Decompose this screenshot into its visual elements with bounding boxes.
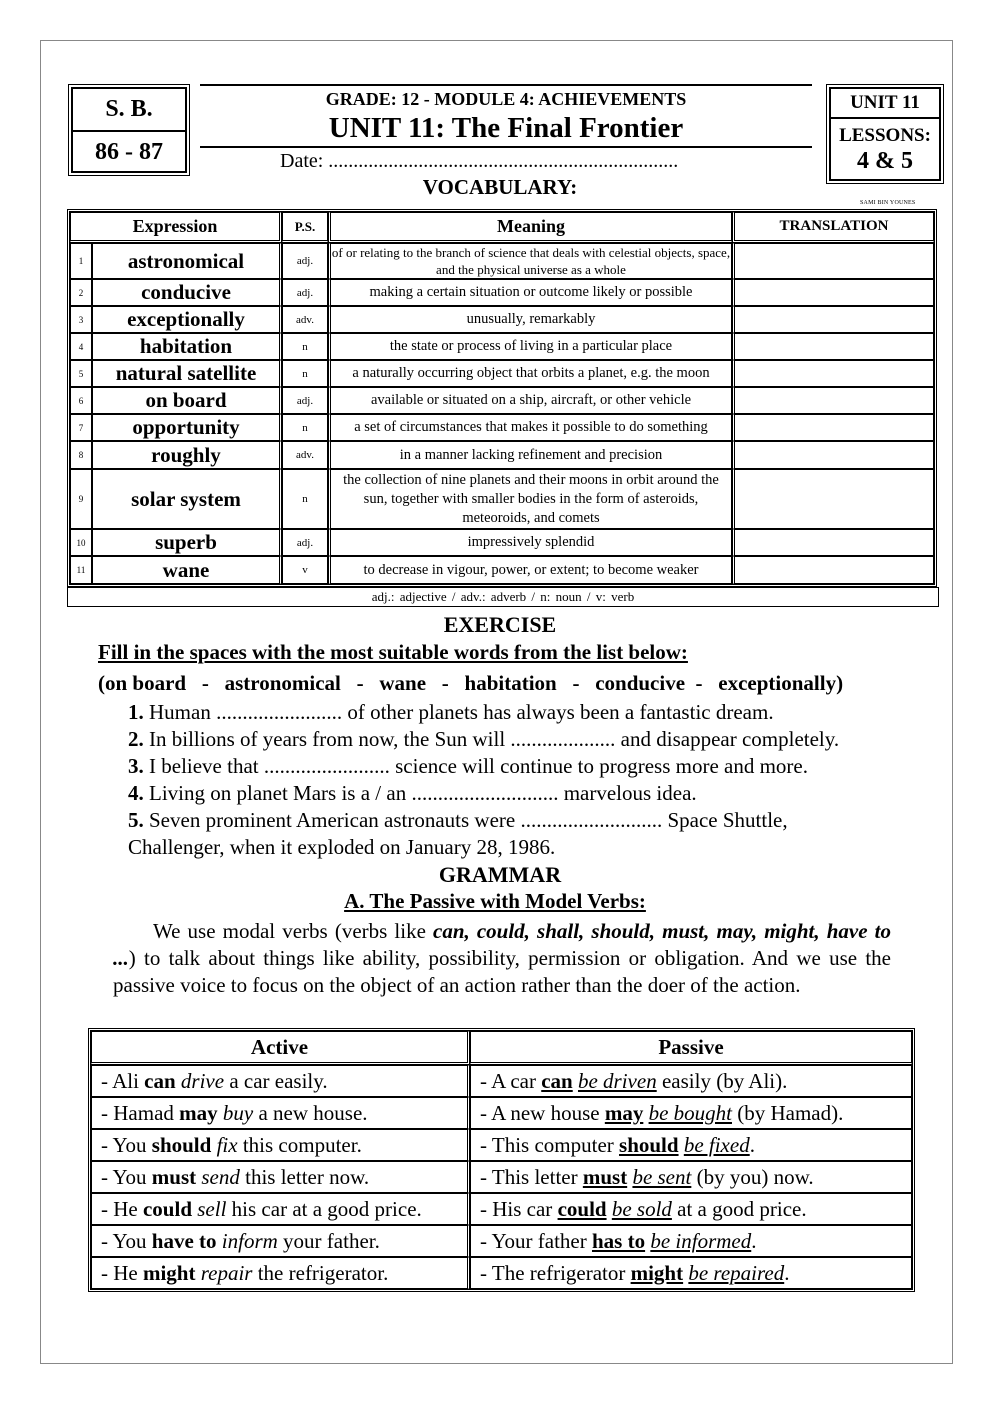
expression-cell: opportunity — [92, 414, 282, 441]
meaning-cell: available or situated on a ship, aircraft, or other vehicle — [328, 387, 732, 414]
col-active: Active — [91, 1031, 470, 1065]
passive-sentence: - A car can be driven easily (by Ali). — [470, 1065, 912, 1097]
exercise-item-text: Human ........................ of other planets has always been a fantastic dream. — [143, 700, 774, 724]
vocabulary-row — [70, 556, 934, 584]
expression-cell: on board — [92, 387, 282, 414]
expression-cell: conducive — [92, 279, 282, 306]
part-of-speech-cell: v — [282, 556, 328, 584]
sb-label: S. B. — [73, 89, 185, 132]
translation-cell[interactable] — [732, 306, 934, 333]
translation-cell[interactable] — [732, 243, 934, 279]
passive-sentence: - A new house may be bought (by Hamad). — [470, 1097, 912, 1129]
row-number: 2 — [70, 279, 92, 306]
vocabulary-row — [70, 469, 934, 529]
translation-cell[interactable] — [732, 441, 934, 469]
meaning-cell: a set of circumstances that makes it possible to do something — [328, 414, 732, 441]
meaning-cell: to decrease in vigour, power, or extent; to become weaker — [328, 556, 732, 584]
vocabulary-row — [70, 441, 934, 469]
part-of-speech-cell: adj. — [282, 387, 328, 414]
exercise-item — [128, 808, 788, 833]
row-number: 5 — [70, 360, 92, 387]
vocabulary-row — [70, 529, 934, 556]
active-sentence: - You must send this letter now. — [91, 1161, 470, 1193]
unit-title: UNIT 11: The Final Frontier — [328, 112, 684, 144]
translation-cell[interactable] — [732, 529, 934, 556]
exercise-item — [128, 700, 774, 725]
passive-sentence: - This letter must be sent (by you) now. — [470, 1161, 912, 1193]
expression-cell: exceptionally — [92, 306, 282, 333]
exercise-item-number: 3. — [128, 754, 144, 778]
grammar-explanation — [113, 918, 891, 999]
part-of-speech-cell: n — [282, 333, 328, 360]
active-sentence: - He could sell his car at a good price. — [91, 1193, 470, 1225]
part-of-speech-cell: adj. — [282, 279, 328, 306]
header-top-rule — [200, 84, 812, 86]
passive-sentence: - This computer should be fixed. — [470, 1129, 912, 1161]
part-of-speech-cell: adj. — [282, 529, 328, 556]
expression-cell: astronomical — [92, 243, 282, 279]
active-sentence: - You should fix this computer. — [91, 1129, 470, 1161]
passive-table-row — [91, 1065, 912, 1097]
meaning-cell: a naturally occurring object that orbits a planet, e.g. the moon — [328, 360, 732, 387]
part-of-speech-cell: n — [282, 360, 328, 387]
passive-table-row — [91, 1097, 912, 1129]
row-number: 11 — [70, 556, 92, 584]
row-number: 7 — [70, 414, 92, 441]
vocabulary-row — [70, 243, 934, 279]
translation-cell[interactable] — [732, 279, 934, 306]
unit-box-label: UNIT 11 — [831, 89, 939, 119]
lessons-value: 4 & 5 — [857, 148, 913, 174]
active-sentence: - Hamad may buy a new house. — [91, 1097, 470, 1129]
col-expression: Expression — [70, 212, 282, 243]
passive-sentence: - His car could be sold at a good price. — [470, 1193, 912, 1225]
col-ps: P.S. — [282, 212, 328, 243]
vocabulary-row — [70, 387, 934, 414]
exercise-item-text: I believe that ........................ science will continue to progress more and more. — [143, 754, 808, 778]
exercise-item-number: 2. — [128, 727, 144, 751]
passive-table-row — [91, 1129, 912, 1161]
row-number: 3 — [70, 306, 92, 333]
vocabulary-row — [70, 333, 934, 360]
vocabulary-row — [70, 279, 934, 306]
meaning-cell: the state or process of living in a particular place — [328, 333, 732, 360]
exercise-item-text: In billions of years from now, the Sun will .................... and disappear completely. — [143, 727, 840, 751]
meaning-cell: making a certain situation or outcome likely or possible — [328, 279, 732, 306]
exercise-item — [128, 727, 839, 752]
expression-cell: superb — [92, 529, 282, 556]
meaning-cell: unusually, remarkably — [328, 306, 732, 333]
translation-cell[interactable] — [732, 333, 934, 360]
active-sentence: - He might repair the refrigerator. — [91, 1257, 470, 1289]
para-start: We use modal verbs (verbs like — [153, 919, 433, 943]
translation-cell[interactable] — [732, 387, 934, 414]
lessons-label: LESSONS: — [839, 125, 931, 146]
abbreviations-key: adj.: adjective / adv.: adverb / n: noun / v: verb — [67, 587, 939, 607]
meaning-cell: impressively splendid — [328, 529, 732, 556]
grammar-heading: GRAMMAR — [438, 862, 562, 887]
para-modal-list: can, could, shall, should, must, may, might, have to ... — [113, 919, 891, 970]
date-line: Date: ...................................................................... — [280, 150, 679, 172]
exercise-instruction: Fill in the spaces with the most suitable words from the list below: — [98, 640, 688, 664]
row-number: 1 — [70, 243, 92, 279]
expression-cell: wane — [92, 556, 282, 584]
vocabulary-table — [67, 209, 937, 587]
meaning-cell: in a manner lacking refinement and precision — [328, 441, 732, 469]
exercise-item-number: 4. — [128, 781, 144, 805]
unit-lessons-box — [829, 87, 941, 181]
part-of-speech-cell: adv. — [282, 306, 328, 333]
grade-module-line: GRADE: 12 - MODULE 4: ACHIEVEMENTS — [325, 89, 687, 109]
row-number: 10 — [70, 529, 92, 556]
row-number: 9 — [70, 469, 92, 529]
exercise-item-number: 1. — [128, 700, 144, 724]
vocabulary-row — [70, 414, 934, 441]
exercise-item — [128, 781, 697, 806]
col-translation: TRANSLATION — [732, 212, 934, 243]
passive-table-row — [91, 1161, 912, 1193]
row-number: 8 — [70, 441, 92, 469]
passive-modals-table — [88, 1028, 915, 1292]
meaning-cell: of or relating to the branch of science that deals with celestial objects, space, and the physical universe as a whole — [328, 243, 732, 279]
exercise-item-text: Living on planet Mars is a / an ............................ marvelous idea. — [143, 781, 697, 805]
exercise-item-5-continued: Challenger, when it exploded on January 28, 1986. — [128, 835, 556, 859]
translation-cell[interactable] — [732, 414, 934, 441]
active-sentence: - You have to inform your father. — [91, 1225, 470, 1257]
part-of-speech-cell: adv. — [282, 441, 328, 469]
col-passive: Passive — [470, 1031, 912, 1065]
part-of-speech-cell: n — [282, 414, 328, 441]
passive-sentence: - The refrigerator might be repaired. — [470, 1257, 912, 1289]
exercise-item-number: 5. — [128, 808, 144, 832]
passive-sentence: - Your father has to be informed. — [470, 1225, 912, 1257]
col-meaning: Meaning — [328, 212, 732, 243]
row-number: 4 — [70, 333, 92, 360]
passive-table-row — [91, 1193, 912, 1225]
author-signature: SAMI BIN YOUNES — [860, 200, 916, 206]
vocabulary-row — [70, 306, 934, 333]
sb-pages: 86 - 87 — [95, 139, 163, 165]
expression-cell: solar system — [92, 469, 282, 529]
student-book-pages-box — [71, 87, 187, 173]
meaning-cell: the collection of nine planets and their moons in orbit around the sun, together with smaller bodies in the form of asteroids, meteoroids, and comets — [328, 469, 732, 529]
passive-table-row — [91, 1257, 912, 1289]
passive-table-header-row — [91, 1031, 912, 1065]
exercise-item — [128, 754, 808, 779]
expression-cell: roughly — [92, 441, 282, 469]
grammar-subheading: A. The Passive with Model Verbs: — [344, 889, 646, 913]
row-number: 6 — [70, 387, 92, 414]
passive-table-row — [91, 1225, 912, 1257]
translation-cell[interactable] — [732, 556, 934, 584]
exercise-heading: EXERCISE — [443, 612, 557, 637]
active-sentence: - Ali can drive a car easily. — [91, 1065, 470, 1097]
expression-cell: natural satellite — [92, 360, 282, 387]
translation-cell[interactable] — [732, 360, 934, 387]
header-bottom-rule — [200, 146, 812, 148]
para-end: ) to talk about things like ability, possibility, permission or obligation. And we use the passive voice to focus on the object of an action rather than the doer of the action. — [113, 946, 891, 997]
vocabulary-row — [70, 360, 934, 387]
translation-cell[interactable] — [732, 469, 934, 529]
exercise-word-list: (on board - astronomical - wane - habitation - conducive - exceptionally) — [98, 671, 844, 695]
expression-cell: habitation — [92, 333, 282, 360]
part-of-speech-cell: adj. — [282, 243, 328, 279]
vocabulary-heading: VOCABULARY: — [422, 175, 578, 199]
vocabulary-header-row — [70, 212, 934, 243]
part-of-speech-cell: n — [282, 469, 328, 529]
exercise-item-text: Seven prominent American astronauts were ........................... Space Shuttle, — [143, 808, 788, 832]
